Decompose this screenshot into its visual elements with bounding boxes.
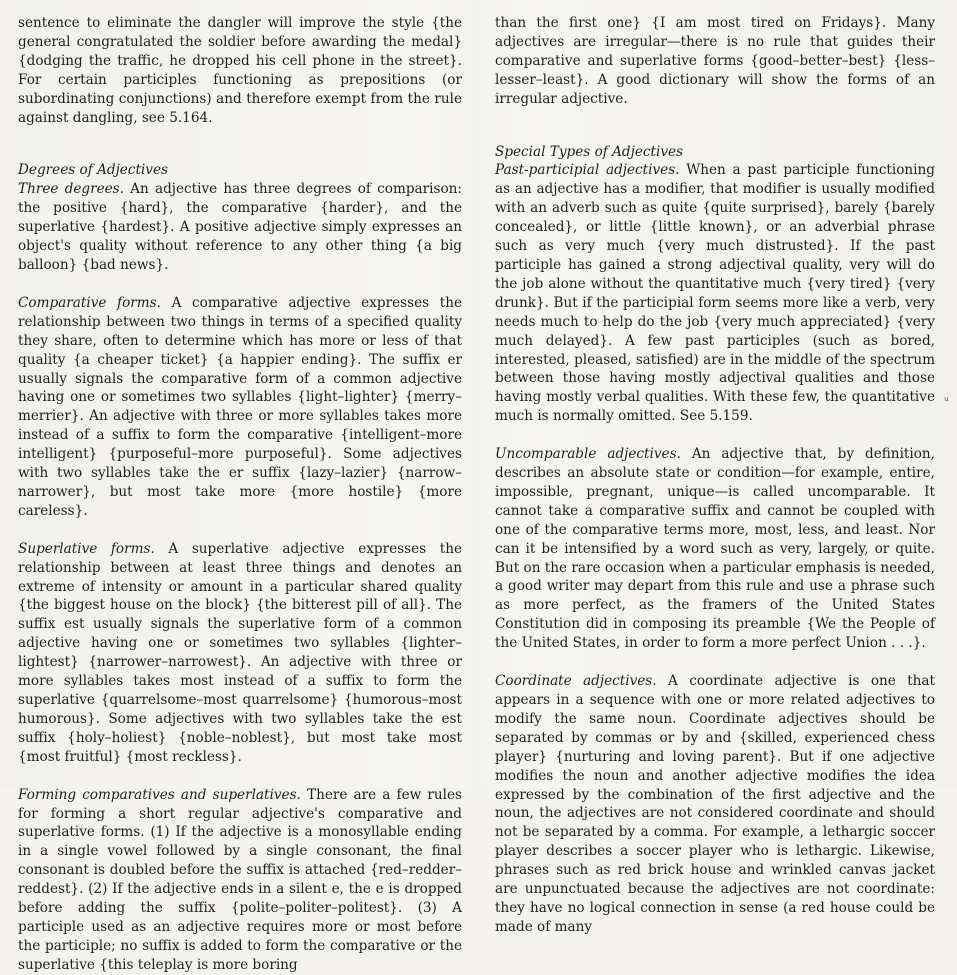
section-heading-special-types: Special Types of Adjectives	[495, 143, 684, 160]
paragraph-forming	[18, 786, 462, 975]
text-coordinate: A coordinate adjective is one that appears in a sequence with one or more related adjectives to modify the same noun. Coordinate adjectives should be separated by commas or by and {skilled, experienced chess player} {nurturing and loving parent}. But if one adjective modifies the noun and another adjective modifies the idea expressed by the combination of the first adjective and the noun, the adjectives are not considered coordinate and should not be separated by a comma. For example, a lethargic soccer player describes a soccer player who is lethargic. Likewise, phrases such as red brick house and wrinkled canvas jacket are unpunctuated because the adjectives are not coordinate: they have no logical connection in sense (a red house could be made of many	[495, 673, 935, 935]
text-uncomparable: An adjective that, by definition, describes an absolute state or condition—for example, entire, impossible, pregnant, unique—is called uncomparable. It cannot take a comparative suffix and cannot be coupled with one of the comparative terms more, most, less, and least. Nor can it be intensified by a word such as very, largely, or quite. But on the rare occasion when a particular emphasis is needed, a good writer may depart from this rule and use a phrase such as more perfect, as the framers of the United States Constitution did in composing its preamble {We the People of the United States, in order to form a more perfect Union . . .}.	[495, 446, 936, 652]
paragraph-uncomparable	[495, 445, 935, 653]
right-intro-paragraph: than the first one} {I am most tired on Fridays}. Many adjectives are irregular—there is no rule that guides their comparative and superlative forms {good–better–best} {less–lesser–least}. A good dictionary will show the forms of an irregular adjective.	[495, 15, 935, 107]
runin-uncomparable: Uncomparable adjectives.	[495, 446, 681, 463]
runin-three-degrees: Three degrees.	[18, 181, 124, 198]
paragraph-comparative	[18, 294, 462, 521]
runin-comparative: Comparative forms.	[18, 294, 161, 311]
paragraph-coordinate	[495, 672, 935, 937]
paragraph-superlative	[18, 540, 462, 767]
left-column	[18, 14, 462, 975]
margin-mark: ᵘ	[944, 394, 949, 408]
runin-coordinate: Coordinate adjectives.	[495, 673, 657, 690]
section-heading-degrees: Degrees of Adjectives	[18, 162, 168, 179]
runin-forming: Forming comparatives and superlatives.	[18, 786, 301, 803]
text-superlative: A superlative adjective expresses the relationship between at least three things and denotes an extreme of intensity or amount in a particular shared quality {the biggest house on the block} {the bitterest pill of all}. The suffix est usually signals the superlative form of a common adjective having one or sometimes two syllables {lighter–lightest} {narrower–narrowest}. An adjective with three or more syllables takes most instead of a suffix to form the superlative {quarrelsome–most quarrelsome} {humorous–most humorous}. Some adjectives with two syllables take the est suffix {holy–holiest} {noble–noblest}, but most take most {most fruitful} {most reckless}.	[18, 540, 462, 765]
text-forming: There are a few rules for forming a short regular adjective's comparative and superlative forms. (1) If the adjective is a monosyllable ending in a single vowel followed by a single consonant, the final consonant is doubled before the suffix is attached {red–redder–reddest}. (2) If the adjective ends in a silent e, the e is dropped before adding the suffix {polite–politer–politest}. (3) A participle used as an adjective requires more or most before the participle; no suffix is added to form the comparative or the superlative {this teleplay is more boring	[18, 786, 462, 973]
paragraph-past-participial	[495, 161, 935, 426]
text-past-participial: When a past participle functioning as an adjective has a modifier, that modifier is usually modified with an adverb such as quite {quite surprised}, barely {barely concealed}, or little {little known}, or an adverbial phrase such as very much {very much distrusted}. If the past participle has gained a strong adjectival quality, very will do the job alone without the quantitative much {very tired} {very drunk}. But if the participial form seems more like a verb, very needs much to help do the job {very much appreciated} {very much delayed}. A few past participles (such as bored, interested, pleased, satisfied) are in the middle of the spectrum between those having mostly adjectival qualities and those having mostly verbal qualities. With these few, the quantitative much is normally omitted. See 5.159.	[495, 162, 935, 425]
runin-past-participial: Past-participial adjectives.	[495, 162, 680, 179]
runin-superlative: Superlative forms.	[18, 540, 155, 557]
paragraph-three-degrees	[18, 180, 462, 275]
left-intro-paragraph: sentence to eliminate the dangler will improve the style {the general congratulated the soldier before awarding the medal} {dodging the traffic, he dropped his cell phone in the street}. For certain participles functioning as prepositions (or subordinating conjunctions) and therefore exempt from the rule against dangling, see 5.164.	[18, 15, 462, 126]
right-column	[495, 14, 935, 937]
text-three-degrees: An adjective has three degrees of comparison: the positive {hard}, the comparative {harder}, and the superlative {hardest}. A positive adjective simply expresses an object's quality without reference to any other thing {a big balloon} {bad news}.	[18, 181, 462, 273]
text-comparative: A comparative adjective expresses the relationship between two things in terms of a specified quality they share, often to determine which has more or less of that quality {a cheaper ticket} {a happier ending}. The suffix er usually signals the comparative form of a common adjective having one or sometimes two syllables {light–lighter} {merry–merrier}. An adjective with three or more syllables takes more instead of a suffix to form the comparative {intelligent–more intelligent} {purposeful–more purposeful}. Some adjectives with two syllables take the er suffix {lazy–lazier} {narrow–narrower}, but most take more {more hostile} {more careless}.	[18, 294, 462, 519]
